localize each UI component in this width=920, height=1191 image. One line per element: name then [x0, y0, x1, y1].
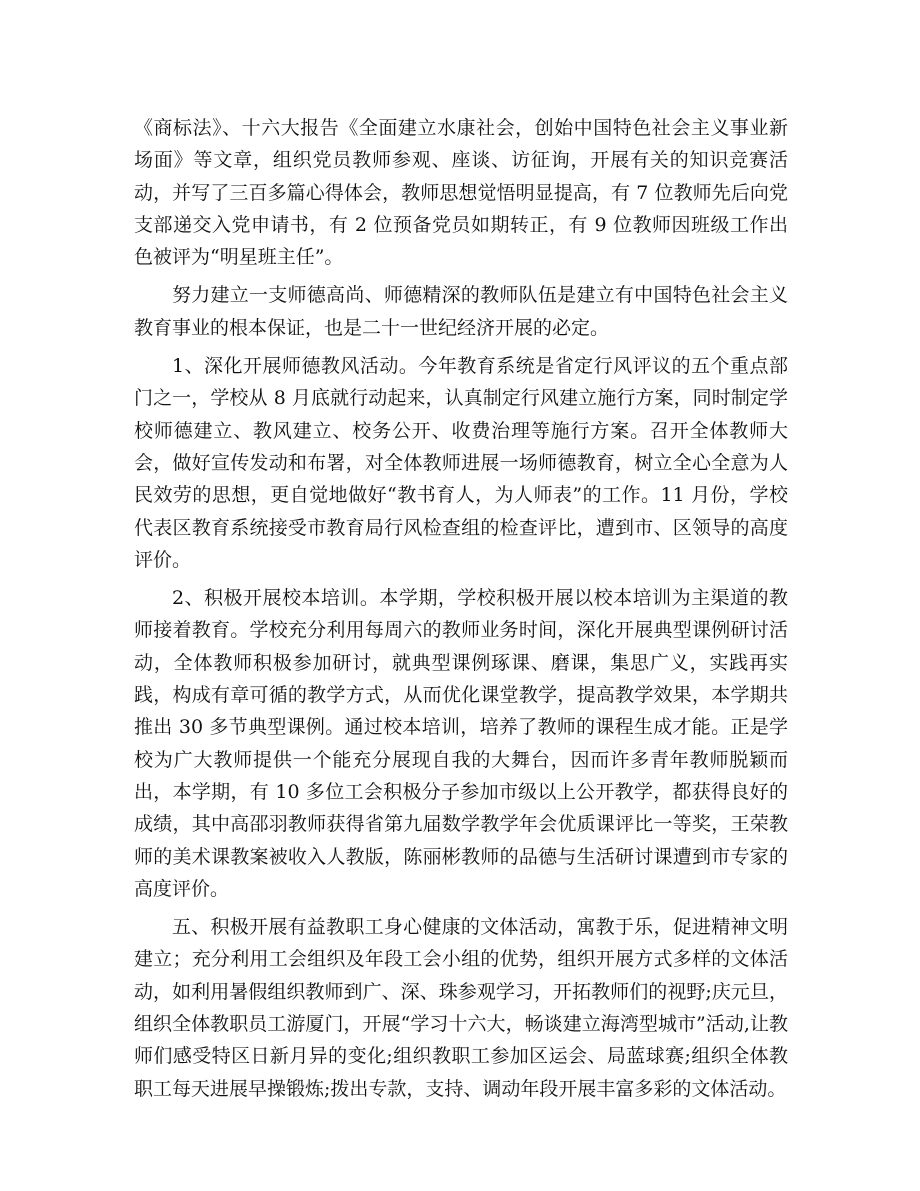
paragraph: 2、积极开展校本培训。本学期，学校积极开展以校本培训为主渠道的教师接着教育。学校充分利用每周六的教师业务时间，深化开展典型课例研讨活动，全体教师积极参加研讨，就典型课例琢课、磨课，集思广义，实践再实践，构成有章可循的教学方式，从而优化课堂教学，提高教学效果，本学期共推出 30 多节典型课例。通过校本培训，培养了教师的课程生成才能。正是学校为广大教师提供一个能充分展现自我的大舞台，因而许多青年教师脱颖而出，本学期，有 10 多位工会积极分子参加市级以上公开教学，都获得良好的成绩，其中高邵羽教师获得省第九届数学教学年会优质课评比一等奖，王荣教师的美术课教案被收入人教版，陈丽彬教师的品德与生活研讨课遭到市专家的高度评价。 [134, 587, 788, 900]
paragraph: 《商标法》、十六大报告《全面建立水康社会，创始中国特色社会主义事业新场面》等文章，组织党员教师参观、座谈、访征询，开展有关的知识竞赛活动，并写了三百多篇心得体会，教师思想觉悟明显提高，有 7 位教师先后向党支部递交入党申请书，有 2 位预备党员如期转正，有 9 位教师因班级工作出色被评为“明星班主任”。 [134, 117, 788, 269]
paragraph: 五、积极开展有益教职工身心健康的文体活动，寓教于乐，促进精神文明建立；充分利用工会组织及年段工会小组的优势，组织开展方式多样的文体活动，如利用暑假组织教师到广、深、珠参观学习，开拓教师们的视野;庆元旦，组织全体教职员工游厦门，开展“学习十六大，畅谈建立海湾型城市”活动,让教师们感受特区日新月异的变化;组织教职工参加区运会、局蓝球赛;组织全体教职工每天进展早操锻炼;拨出专款，支持、调动年段开展丰富多彩的文体活动。 [134, 916, 788, 1100]
paragraph: 努力建立一支师德高尚、师德精深的教师队伍是建立有中国特色社会主义教育事业的根本保证，也是二十一世纪经济开展的必定。 [134, 284, 788, 339]
paragraph: 1、深化开展师德教风活动。今年教育系统是省定行风评议的五个重点部门之一，学校从 8 月底就行动起来，认真制定行风建立施行方案，同时制定学校师德建立、教风建立、校务公开、收费治理等施行方案。召开全体教师大会，做好宣传发动和布署，对全体教师进展一场师德教育，树立全心全意为人民效劳的思想，更自觉地做好“教书育人，为人师表”的工作。11 月份，学校代表区教育系统接受市教育局行风检查组的检查评比，遭到市、区领导的高度评价。 [134, 355, 788, 571]
document-body [134, 112, 788, 1111]
